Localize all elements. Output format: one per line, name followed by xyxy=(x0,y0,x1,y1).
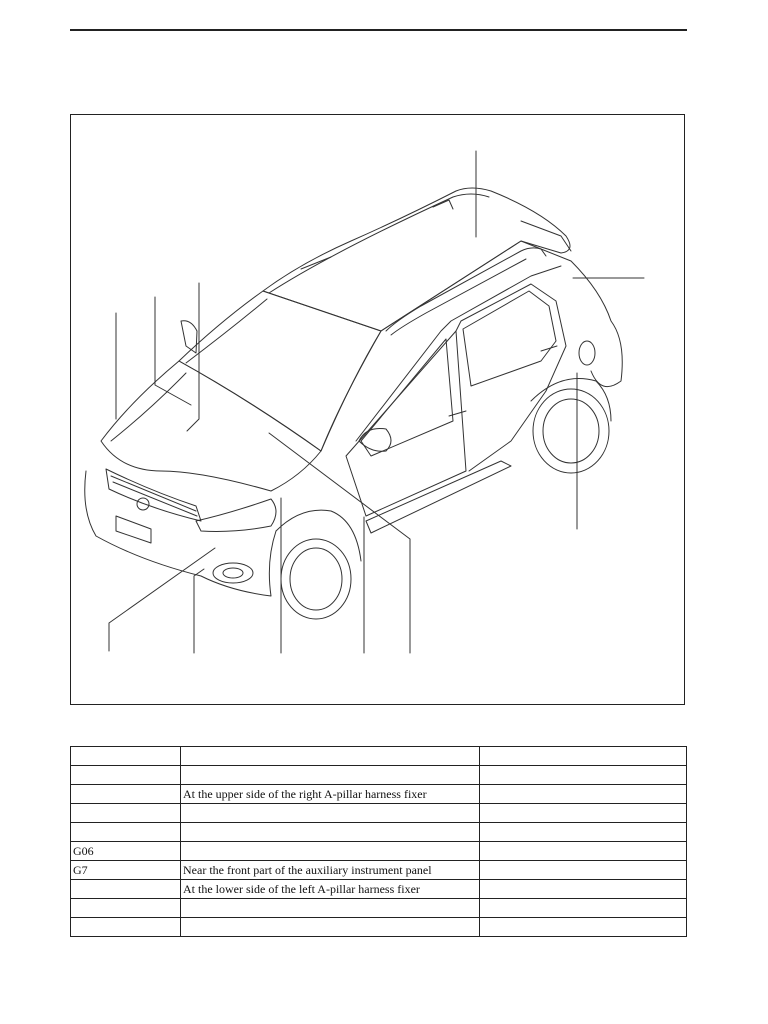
note-cell xyxy=(480,842,687,861)
location-cell xyxy=(181,766,480,785)
location-cell: At the lower side of the left A-pillar harness fixer xyxy=(181,880,480,899)
code-cell xyxy=(71,880,181,899)
code-cell: G7 xyxy=(71,861,181,880)
code-cell xyxy=(71,918,181,937)
figure-frame xyxy=(70,114,685,705)
callout-line-11 xyxy=(269,433,410,653)
table-row xyxy=(71,842,687,861)
code-cell xyxy=(71,747,181,766)
callout-line-4 xyxy=(155,297,191,405)
code-cell xyxy=(71,785,181,804)
table-row xyxy=(71,823,687,842)
note-cell xyxy=(480,766,687,785)
note-cell xyxy=(480,785,687,804)
table-row xyxy=(71,804,687,823)
table-row xyxy=(71,861,687,880)
table-row xyxy=(71,785,687,804)
callout-line-8 xyxy=(194,569,204,653)
callout-line-5 xyxy=(187,283,199,431)
location-cell: At the upper side of the right A-pillar harness fixer xyxy=(181,785,480,804)
header-rule xyxy=(70,29,687,31)
note-cell xyxy=(480,804,687,823)
location-cell xyxy=(181,842,480,861)
code-cell xyxy=(71,804,181,823)
note-cell xyxy=(480,823,687,842)
note-cell xyxy=(480,918,687,937)
note-cell xyxy=(480,747,687,766)
table-row xyxy=(71,747,687,766)
location-cell xyxy=(181,918,480,937)
code-cell xyxy=(71,766,181,785)
location-cell xyxy=(181,804,480,823)
table-row xyxy=(71,918,687,937)
location-cell xyxy=(181,823,480,842)
table-row xyxy=(71,880,687,899)
callout-line-7 xyxy=(109,548,215,651)
code-cell xyxy=(71,823,181,842)
code-cell xyxy=(71,899,181,918)
car-body xyxy=(85,188,623,619)
table-row xyxy=(71,766,687,785)
table-row xyxy=(71,899,687,918)
note-cell xyxy=(480,880,687,899)
car-line-drawing xyxy=(71,115,686,706)
location-cell xyxy=(181,899,480,918)
location-cell: Near the front part of the auxiliary instrument panel xyxy=(181,861,480,880)
note-cell xyxy=(480,899,687,918)
note-cell xyxy=(480,861,687,880)
code-cell: G06 xyxy=(71,842,181,861)
location-cell xyxy=(181,747,480,766)
ground-point-table xyxy=(70,746,687,937)
callout-lines xyxy=(109,151,644,653)
